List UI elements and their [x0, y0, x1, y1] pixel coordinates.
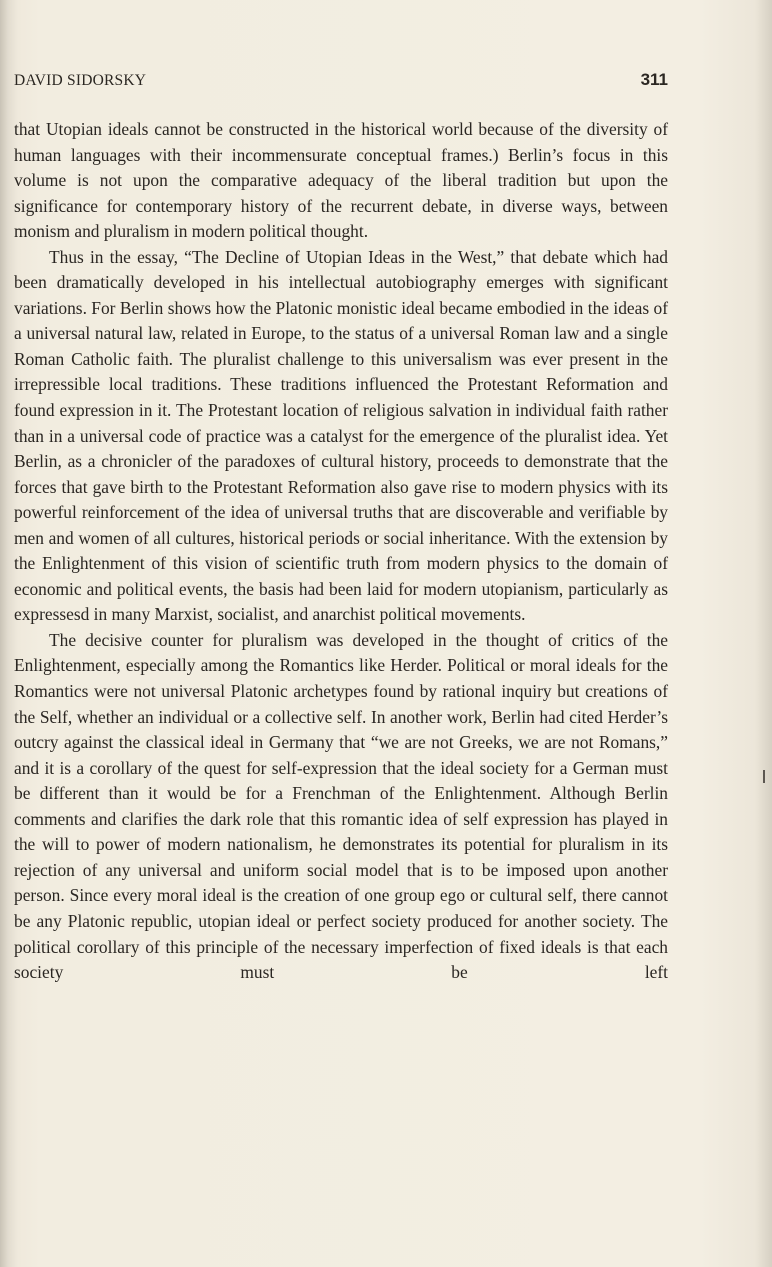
paragraph: Thus in the essay, “The Decline of Utopian Ideas in the West,” that debate which had been dramatically developed in his intellectual autobiography emerges with significant variations. For Berlin shows how the Platonic monistic ideal became embodied in the ideas of a universal natural law, related in Europe, to the status of a universal Roman law and a single Roman Catholic faith. The pluralist challenge to this universalism was ever present in the irrepressible local traditions. These traditions influenced the Protestant Reformation and found expression in it. The Protestant location of religious salvation in individual faith rather than in a universal code of practice was a catalyst for the emergence of the pluralist idea. Yet Berlin, as a chronicler of the paradoxes of cultural history, proceeds to demonstrate that the forces that gave birth to the Protestant Reformation also gave rise to modern physics with its powerful reinforcement of the idea of universal truths that are discoverable and verifiable by men and women of all cultures, historical periods or social inheritance. With the extension by the Enlightenment of this vision of scientific truth from modern physics to the domain of economic and political events, the basis had been laid for modern utopianism, particularly as expressesd in many Marxist, socialist, and anarchist political movements. — [14, 246, 668, 625]
page-edge-mark — [763, 770, 765, 783]
page-number: 311 — [640, 70, 668, 89]
page-header — [14, 72, 668, 94]
running-head: DAVID SIDORSKY — [14, 72, 147, 89]
paragraph: The decisive counter for pluralism was developed in the thought of critics of the Enlightenment, especially among the Romantics like Herder. Political or moral ideals for the Romantics were not universal Platonic archetypes found by rational inquiry but creations of the Self, whether an individual or a collective self. In another work, Berlin had cited Herder’s outcry against the classical ideal in Germany that “we are not Greeks, we are not Romans,” and it is a corollary of the quest for self-expression that the ideal society for a German must be different than it would be for a Frenchman of the Enlightenment. Although Berlin comments and clarifies the dark role that this romantic idea of self expression has played in the will to power of modern nationalism, he demonstrates its potential for pluralism in its rejection of any universal and uniform social model that is to be imposed upon another person. Since every moral ideal is the creation of one group ego or cultural self, there cannot be any Platonic republic, utopian ideal or perfect society produced for another society. The political corollary of this principle of the necessary imperfection of fixed ideals is that each society must be left — [14, 629, 668, 983]
paragraph-continued: that Utopian ideals cannot be constructed in the historical world because of the diversity of human languages with their incommensurate conceptual frames.) Berlin’s focus in this volume is not upon the comparative adequacy of the liberal tradition but upon the significance for contemporary history of the recurrent debate, in diverse ways, between monism and pluralism in modern political thought. — [14, 119, 668, 242]
body-text — [14, 117, 668, 986]
